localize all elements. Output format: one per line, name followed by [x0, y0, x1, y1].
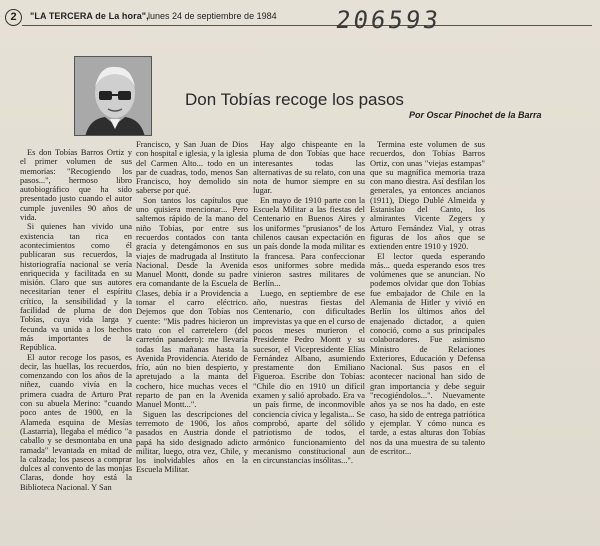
paragraph: Luego, en septiembre de ese año, nuestras fiestas del Centenario, con dificultades imprevistas ya que en el curso de pocos meses murieron el Presidente Pedro Montt y su sucesor, el Vicepresidente Elías Fernández Albano, asumiendo prestamente don Emiliano Figueroa. Escribe don Tobías: "Chile dio en 1910 un difícil examen y salió aprobado. Era va un país firme, de inconmovible conciencia cívica y legalista... Se comprobó, aparte del sólido patriotismo de todos, el armónico funcionamiento del mecanismo constitucional aun en circunstancias insólitas...".: [253, 287, 365, 466]
handwritten-catalog-number: 206593: [334, 6, 443, 34]
article-column-4: [370, 140, 485, 456]
paragraph: En mayo de 1910 parte con la Escuela Militar a las fiestas del Centenario en Buenos Aires y los uniformes "prusianos" de los chilenos causan expectación en un país donde la moda militar es la francesa. Para confeccionar esos uniformes sobre medida vinieron sastres militares de Berlín...: [253, 194, 365, 289]
paragraph: El lector queda esperando más... queda esperando esos tres volúmenes que se anuncian. No podemos olvidar que don Tobías fue embajador de Chile en la Alemania de Hitler y vivió en Berlín los últimos años del enajenado dictador, a quien conoció, como a sus principales colaboradores. Fue asimismo Ministro de Relaciones Exteriores, Educación y Defensa Nacional. Sus pasos en el acontecer nacional han sido de gran importancia y debe seguir "recogiéndolos...". Nuevamente años ya se nos ha dado, en este caso, ha sido de entrega patriótica y ejemplar. Y cómo nunca es tarde, a estas alturas don Tobías nos da una muestra de su talento de escritor...: [370, 250, 485, 456]
portrait-illustration: [75, 57, 152, 136]
author-portrait-photo: [74, 56, 152, 136]
article-column-2: [136, 140, 248, 475]
paragraph: El autor recoge los pasos, es decir, las huellas, los recuerdos, comenzando con los años de la niñez, cuando vivía en la primera cuadra de Arturo Prat con su abuela Merino: "cuando poco antes de 1900, en la Alameda esquina de Mesías (Lastarria), llegaba el médico "a caballo y se desmontaba en una ramada" levantada en mitad de la calzada; los paseos a comprar dulces al convento de las monjas Claras, donde hoy está la Biblioteca Nacional. Y San: [20, 351, 132, 492]
paragraph: Es don Tobías Barros Ortiz y el primer volumen de sus memorias: "Recogiendo los pasos...", hermoso libro autobiográfico que ha sido presentado justo cuando el autor cumple juveniles 90 años de vida.: [20, 147, 132, 223]
paragraph: Son tantos los capítulos que uno quisiera mencionar... Pero saltemos rápido de la mano del niño Tobías, por entre sus recuerdos contados con tanta gracia y detengámonos en sus viajes de madrugada al Instituto Nacional. Desde la Avenida Manuel Montt, donde su padre era comandante de la Escuela de Clases, debía ir a Providencia a tomar el carro eléctrico. Dejemos que don Tobías nos cuente: "Mis padres hicieron un trato con el carretelero (del carretón panadero): me llevaría todas las mañanas hasta la Avenida Providencia. Aterido de frío, aún no bien despierto, y apretujado a la manta del cochero, hice muchas veces el reparto de pan en la Avenida Manuel Montt...".: [136, 194, 248, 410]
article-title: Don Tobías recoge los pasos: [185, 90, 404, 109]
article-column-3: [253, 140, 365, 465]
paragraph: Francisco, y San Juan de Dios con hospital e iglesia, y la iglesia del Carmen Alto... todo en un par de cuadras, todo, menos San Francisco, hoy demolido sin saberse por qué.: [136, 139, 248, 196]
page-number: 2: [5, 9, 22, 26]
paragraph: Si quienes han vivido una existencia tan rica en acontecimientos como él publicaran sus recuerdos, la historiografía nacional se vería enriquecida y facilitada en su misión. Claro que sus autores necesitarían tener el espíritu crítico, la sensibilidad y la facilidad de pluma de don Tobías, cuya vida larga y fecunda va unida a los hechos más importantes de la República.: [20, 221, 132, 353]
header-rule: [22, 25, 592, 26]
article-column-1: [20, 148, 132, 492]
publication-date: lunes 24 de septiembre de 1984: [148, 11, 277, 21]
newspaper-source: "LA TERCERA de La hora",: [30, 11, 149, 21]
paragraph: Termina este volumen de sus recuerdos, don Tobías Barros Ortiz, con unas "viejas estampas" que su magnífica memoria traza con mano diestra. Así desfilan los generales, ya entonces ancianos (1911), Diego Dublé Almeida y Estanislao del Canto, los almirantes Vicente Zegers y Arturo Fernández Vial, y otras figuras de los años que se extienden entre 1910 y 1920.: [370, 139, 485, 252]
paragraph: Siguen las descripciones del terremoto de 1906, los años pasados en Austria donde el papá ha sido designado adicto militar, luego, otra vez, Chile, y los inolvidables años en la Escuela Militar.: [136, 408, 248, 475]
paragraph: Hay algo chispeante en la pluma de don Tobías que hace interesantes todas las alternativas de su relato, con una nota de humor siempre en su lugar.: [253, 139, 365, 196]
article-byline: Por Oscar Pinochet de la Barra: [409, 110, 542, 120]
